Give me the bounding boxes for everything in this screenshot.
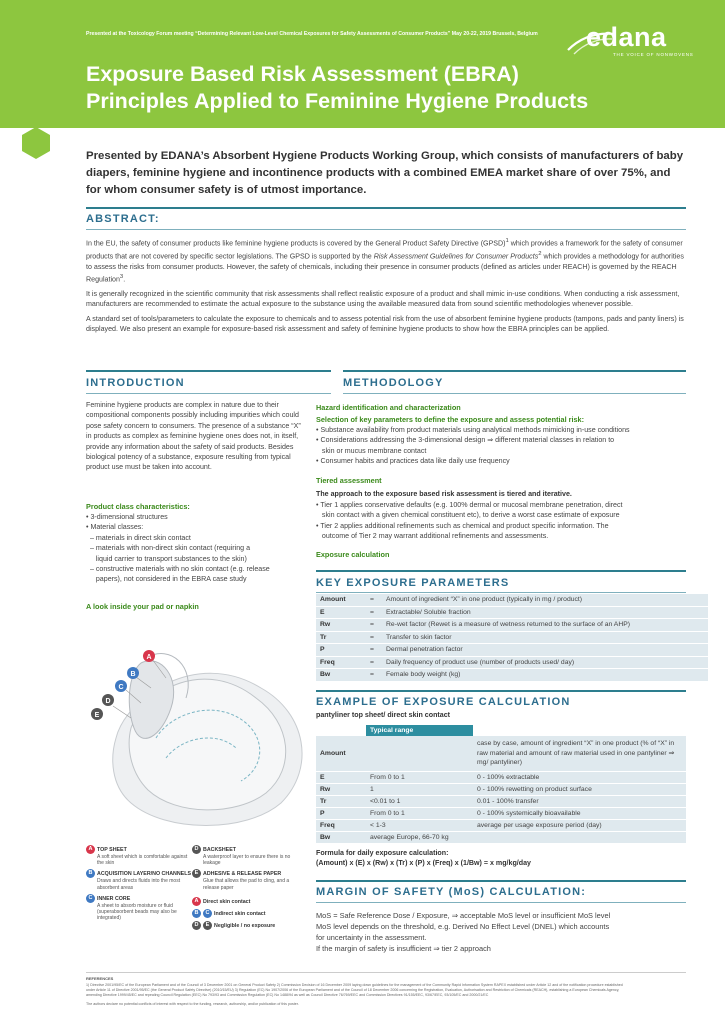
hazard-title: Hazard identification and characterization: [316, 403, 461, 412]
formula: (Amount) x (E) x (Rw) x (Tr) x (P) x (Freq) x (1/Bw) = x mg/kg/day: [316, 859, 532, 867]
tiered-title: Tiered assessment: [316, 476, 382, 485]
edana-logo: edana: [586, 22, 667, 52]
reference-line: amending Directive 1999/45/EC and repealing Council Regulation (EEC) No 793/93 and Commission Regulation (EC) No 1488/94 as well as Council Directive 76/769/EEC and Commission Directives 91/155/EEC, 93/67/EEC, 93/105/EC and 2000/21/EC: [86, 993, 489, 998]
selection-list: [316, 425, 688, 467]
contact-negligible: D E Negligible / no exposure: [192, 921, 302, 930]
abstract-body: [86, 236, 686, 338]
list-item: • 3-dimensional structures: [86, 513, 168, 521]
formula-title: Formula for daily exposure calculation:: [316, 849, 449, 857]
approach-text: The approach to the exposure based risk assessment is tiered and iterative.: [316, 490, 572, 498]
list-item: • Tier 1 applies conservative defaults (e.g. 100% dermal or mucosal membrane penetration, direct: [316, 501, 623, 509]
list-item: • Tier 2 applies additional refinements such as chemical and product specific information. The: [316, 521, 609, 530]
list-item: • Substance availability from product materials using analytical methods mimicking in-use conditions: [316, 426, 630, 434]
svg-text:C: C: [118, 684, 124, 691]
references-title: REFERENCES: [86, 976, 114, 981]
legend-right: [192, 845, 302, 930]
legend-left: [86, 845, 191, 921]
legend-item: D BACKSHEET A waterproof layer to ensure there is no leakage: [192, 845, 302, 866]
list-item: – constructive materials with no skin contact (e.g. release: [86, 565, 270, 574]
divider: [343, 370, 686, 372]
legend-item: A TOP SHEET A soft sheet which is comfortable against the skin: [86, 845, 191, 866]
mos-line: MoS = Safe Reference Dose / Exposure, ⇒ acceptable MoS level or insufficient MoS level: [316, 911, 611, 920]
table-row: E From 0 to 1 0 - 100% extractable: [316, 772, 686, 784]
table-row: Tr <0.01 to 1 0.01 - 100% transfer: [316, 796, 686, 808]
selection-title: Selection of key parameters to define the exposure and assess potential risk:: [316, 415, 585, 424]
abstract-paragraph-1: In the EU, the safety of consumer products like feminine hygiene products is covered by the General Product Safety Directive (GPSD)$^1$ which provides a framework for the safety of consumer products that are not covered by specific sector legislations. The GPSD is supported by the Risk Assessment Guidelines for Consumer Products$^2$ which provides a methodology for authorities to assess the risks from consumer products. However, the safety of chemicals, including their presence in consumer products (defined as articles under REACH) is governed by the REACH Regulation$^3$.: [86, 238, 684, 284]
table-header-row: [316, 725, 686, 736]
divider: [86, 370, 331, 372]
contact-direct: A Direct skin contact: [192, 897, 302, 906]
list-item: outcome of Tier 2 may warrant additional refinements and assessments.: [316, 532, 549, 541]
abstract-heading: ABSTRACT:: [86, 213, 160, 225]
mos-line: for uncertainty in the assessment.: [316, 933, 427, 942]
table-row: Freq < 1-3 average per usage exposure period (day): [316, 820, 686, 832]
exposure-calc-title: Exposure calculation: [316, 550, 390, 559]
label-pointer: [113, 706, 131, 718]
list-item: – materials with non-direct skin contact (requiring a: [86, 544, 251, 553]
list-item: skin or mucus membrane contact: [316, 446, 427, 455]
title-line-2: Principles Applied to Feminine Hygiene Products: [86, 89, 589, 113]
divider: [316, 570, 686, 572]
tier-list: [316, 500, 688, 542]
key-params-table: [316, 594, 708, 682]
legend-item: C INNER CORE A sheet to absorb moisture or fluid (superabsorbent beads may also be integrated): [86, 894, 191, 922]
introduction-heading: INTRODUCTION: [86, 377, 185, 389]
abstract-paragraph-3: A standard set of tools/parameters to calculate the exposure to chemicals and to assess potential risk from the use of absorbent feminine hygiene products (tampons, pads and panty liners) is displayed. We also present an example for exposure-based risk assessment and safety of feminine hygiene products to show how the EBRA principles can be applied.: [86, 314, 684, 333]
poster-title: [86, 61, 706, 115]
key-params-heading: KEY EXPOSURE PARAMETERS: [316, 577, 510, 589]
contact-indirect: B C Indirect skin contact: [192, 909, 302, 918]
divider: [86, 207, 686, 209]
legend-item: B ACQUISITION LAYER/NO CHANNELS Draws and directs fluids into the most absorbent areas: [86, 869, 191, 890]
mos-body: [316, 910, 610, 954]
pad-diagram: [86, 618, 331, 840]
list-item: papers), not considered in the EBRA case study: [86, 575, 247, 584]
look-inside-title: A look inside your pad or napkin: [86, 602, 199, 611]
label-e-badge: [91, 708, 103, 720]
divider: [86, 229, 686, 230]
table-row: Bw average Europe, 66-70 kg: [316, 832, 686, 844]
table-row: Bw = Female body weight (kg): [316, 669, 708, 682]
list-item: • Material classes:: [86, 523, 144, 532]
lead-statement: Presented by EDANA’s Absorbent Hygiene Products Working Group, which consists of manufacturers of baby diapers, feminine hygiene and incontinence products with a combined EMEA market share of over 75%, and for whom consumer safety is of utmost importance.: [86, 150, 684, 196]
svg-text:E: E: [94, 712, 100, 719]
list-item: • Consumer habits and practices data like daily use frequency: [316, 457, 510, 466]
table-row: Amount = Amount of ingredient “X” in one product (typically in mg / product): [316, 594, 708, 606]
typical-range-header: Typical range: [366, 725, 473, 736]
table-row: P = Dermal penetration factor: [316, 644, 708, 657]
title-line-1: Exposure Based Risk Assessment (EBRA): [86, 62, 519, 86]
list-item: – materials in direct skin contact: [86, 533, 191, 542]
reference-line: under Article 11 of Directive 2001/95/EC (the General Product Safety Directive) (2010/15/EU) 3) Regulation (EC) No 1907/2006 of the European Parliament and of the Council of 18 December 2006 concerning the Registration, Evaluation, Authorisation and Restriction of Chemicals (REACH), establishing a European Chemicals Agency,: [86, 988, 620, 993]
divider: [316, 880, 686, 882]
label-a-badge: [143, 650, 155, 662]
list-item: • Considerations addressing the 3-dimensional design ⇒ different material classes in relation to: [316, 436, 615, 445]
mos-line: If the margin of safety is insufficient ⇒ tier 2 approach: [316, 944, 491, 953]
mos-line: MoS level depends on the threshold, e.g. Derived No Effect Level (DNEL) which accounts: [316, 922, 610, 931]
abstract-paragraph-2: It is generally recognized in the scientific community that risk assessments shall reflect realistic exposure of a product and shall mimic in-use conditions. When conducting a risk assessment, manufacturers are recommended to estimate the actual exposure to the substance using the available measured data from sound scientific methodologies whenever possible.: [86, 289, 680, 309]
introduction-body: Feminine hygiene products are complex in nature due to their compositional components possibly including impurities which could pose safety concern to consumers. The presence of a substance “X” in products as complex as feminine hygiene ones does not, in itself, provide any information about the safety of said products. Besides biological potency of a substance, exposure resulting from typical product use must be taken into account.: [86, 401, 301, 472]
table-row: Rw = Re-wet factor (Rewet is a measure of wetness returned to the surface of an AHP): [316, 619, 708, 632]
product-class-list: [86, 512, 326, 585]
divider: [343, 393, 686, 394]
meeting-info: Presented at the Toxicology Forum meeting “Determining Relevant Low-Level Chemical Exposures for Safety Assessments of Consumer Products” May 20-22, 2019 Brussels, Belgium: [86, 31, 538, 37]
reference-line: 1) Directive 2001/95/EC of the European Parliament and of the Council of 3 December 2001 on General Product Safety 2) Commission Decision of 16 December 2009 laying down guidelines for the management of the Community Rapid Information System RAPEX established under Article 12 and of the notification procedure established: [86, 983, 623, 987]
divider: [316, 902, 686, 903]
label-d-badge: [102, 694, 114, 706]
reference-line: The authors declare no potential conflicts of interest with respect to the funding, research, authorship, and/or publication of this poster.: [86, 1001, 299, 1006]
example-heading: EXAMPLE OF EXPOSURE CALCULATION: [316, 696, 571, 708]
product-class-title: Product class characteristics:: [86, 502, 190, 511]
svg-text:A: A: [146, 654, 152, 661]
svg-text:B: B: [130, 671, 136, 678]
references-body: [86, 983, 686, 1007]
methodology-heading: METHODOLOGY: [343, 377, 444, 389]
divider: [316, 592, 686, 593]
divider: [86, 393, 331, 394]
table-row: Freq = Daily frequency of product use (number of products used/ day): [316, 656, 708, 669]
table-row: Rw 1 0 - 100% rewetting on product surface: [316, 784, 686, 796]
list-item: skin contact with a given chemical constituent etc), to derive a worst case estimate of exposure: [316, 511, 620, 520]
logo-tagline: THE VOICE OF NONWOVENS: [613, 52, 694, 57]
example-subtitle: pantyliner top sheet/ direct skin contact: [316, 711, 451, 719]
divider: [316, 690, 686, 692]
hexagon-icon: [22, 127, 50, 159]
divider: [86, 972, 686, 973]
table-row: E = Extractable/ Soluble fraction: [316, 606, 708, 619]
example-table: [316, 725, 686, 844]
label-c-badge: [115, 680, 127, 692]
table-row: Tr = Transfer to skin factor: [316, 631, 708, 644]
svg-text:D: D: [105, 698, 111, 705]
label-b-badge: [127, 667, 139, 679]
table-row: Amount case by case, amount of ingredient “X” in one product (% of “X” in raw material and amount of raw material used in one pantyliner ⇒ mg/ pantyliner): [316, 736, 686, 772]
legend-item: E ADHESIVE & RELEASE PAPER Glue that allows the pad to cling, and a release paper: [192, 869, 302, 890]
list-item: liquid carrier to transport substances to the skin): [86, 554, 247, 563]
mos-heading: MARGIN OF SAFETY (MoS) CALCULATION:: [316, 886, 587, 898]
table-row: P From 0 to 1 0 - 100% systemically bioavailable: [316, 808, 686, 820]
